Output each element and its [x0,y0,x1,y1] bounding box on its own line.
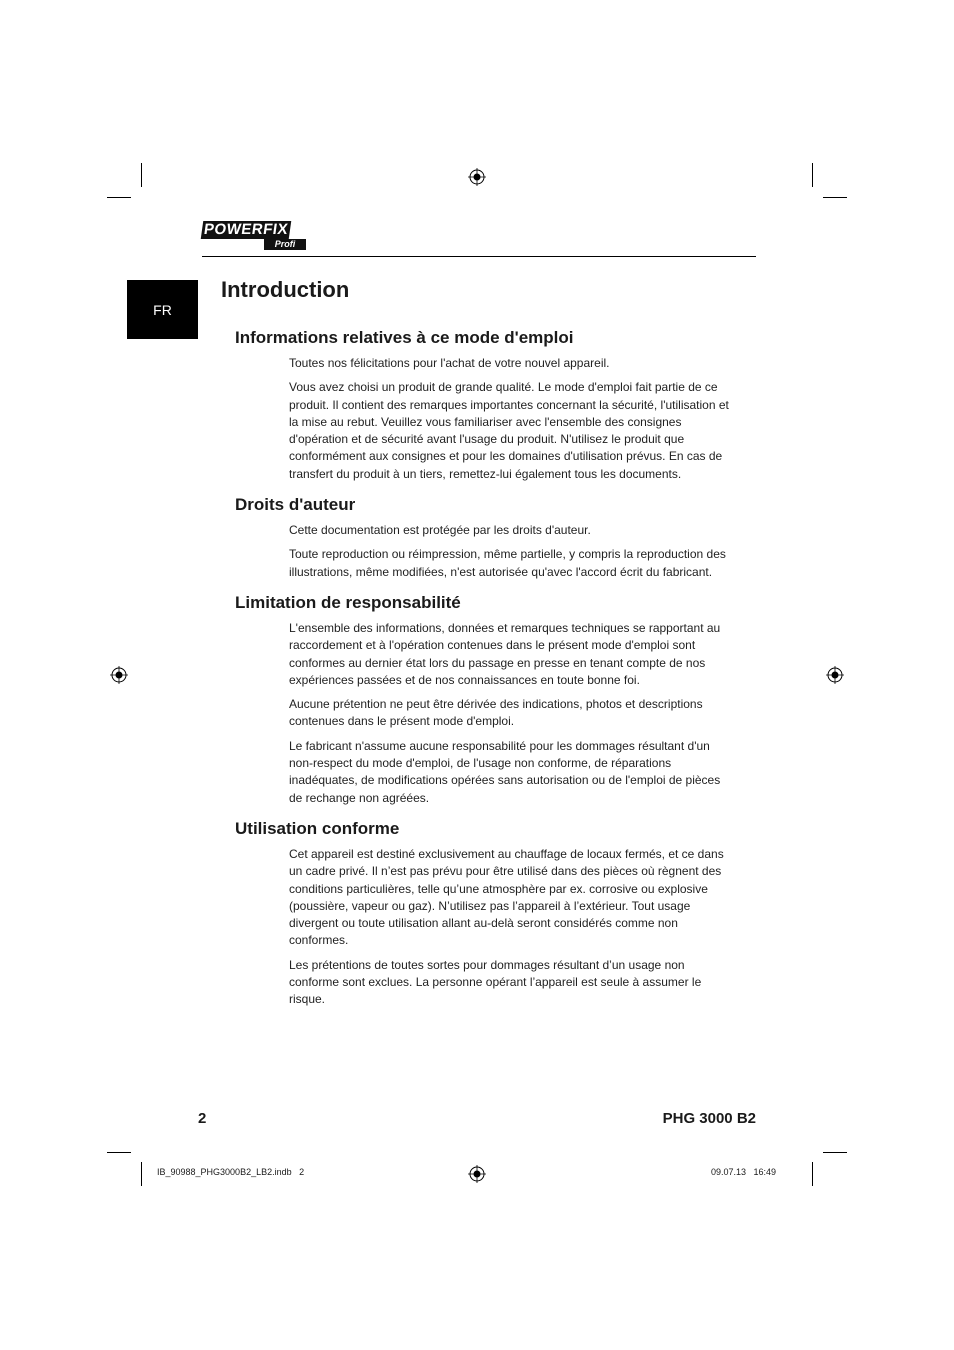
paragraph: Les prétentions de toutes sortes pour dommages résultant d’un usage non conforme sont exclues. La personne opérant l’appareil est seule à assumer le risque. [289,957,702,1007]
section-heading: Droits d'auteur [235,495,356,515]
paragraph: Vous avez choisi un produit de grande qualité. Le mode d'emploi fait partie de ce produit. Il contient des remarques importantes concernant la sécurité, l'utilisation et la mise au rebut. Veuillez vous familiariser avec l'ensemble des consignes d'opération et de sécurité avant l'usage du produit. N'utilisez le produit que conformément aux consignes et pour les domaines d'utilisation prévus. En cas de transfert du produit à un tiers, remettez-lui également tous les documents. [289,380,729,481]
registration-mark-icon [468,1165,486,1183]
brand-logo-sub: Profi [264,239,306,250]
paragraph: Toutes nos félicitations pour l'achat de votre nouvel appareil. [289,356,610,370]
crop-mark [812,1162,813,1186]
crop-mark [812,163,813,187]
brand-logo [202,221,308,251]
crop-mark [823,197,847,198]
section-limitation [235,591,735,807]
section-utilisation [235,817,735,1009]
model-name: PHG 3000 B2 [662,1110,756,1127]
crop-mark [107,1152,131,1153]
paragraph: Toute reproduction ou réimpression, même partielle, y compris la reproduction des illustrations, même modifiées, n'est autorisée qu'avec l'accord écrit du fabricant. [289,547,726,579]
header-divider [202,256,756,257]
section-heading: Informations relatives à ce mode d'emploi [235,328,574,347]
print-slug-date: 09.07.13 16:49 [710,1167,776,1177]
paragraph: L'ensemble des informations, données et remarques techniques se rapportant au raccordement et à l'opération contenues dans le présent mode d'emploi sont conformes au dernier état lors du passage en presse en tenant compte de nos expériences passées et de nos connaissances en toute bonne foi. [289,620,721,687]
section-heading: Utilisation conforme [235,818,400,838]
registration-mark-icon [826,666,844,684]
print-slug-file: IB_90988_PHG3000B2_LB2.indb 2 [157,1167,305,1177]
language-tab [127,280,198,339]
crop-mark [141,1162,142,1186]
crop-mark [141,163,142,187]
page-title: Introduction [221,277,350,302]
paragraph: Le fabricant n'assume aucune responsabilité pour les dommages résultant d'un non-respect du mode d'emploi, de l'usage non conforme, de réparations inadéquates, de modifications opérées sans autorisation ou de l'emploi de pièces de rechange non agréées. [289,738,721,805]
crop-mark [107,197,131,198]
crop-mark [823,1152,847,1153]
page-number: 2 [198,1110,207,1127]
paragraph: Cette documentation est protégée par les droits d'auteur. [289,523,591,538]
section-heading: Limitation de responsabilité [235,592,461,612]
section-informations [235,326,735,483]
paragraph: Aucune prétention ne peut être dérivée des indications, photos et descriptions contenues dans le présent mode d'emploi. [289,697,703,729]
registration-mark-icon [468,168,486,186]
registration-mark-icon [110,666,128,684]
language-tab-label: FR [153,301,172,318]
brand-logo-name: POWERFIX [201,221,292,239]
content [235,326,735,1019]
section-droits [235,493,735,581]
paragraph: Cet appareil est destiné exclusivement au chauffage de locaux fermés, et ce dans un cadre privé. Il n’est pas prévu pour être utilisé dans des pièces où règnent des conditions particulières, telle qu’une atmosphère par ex. corrosive ou explosive (poussière, vapeur ou gaz). N’utilisez pas l’appareil à l’extérieur. Tout usage divergent ou toute utilisation allant au-delà seront considérés comme non conformes. [289,846,724,948]
